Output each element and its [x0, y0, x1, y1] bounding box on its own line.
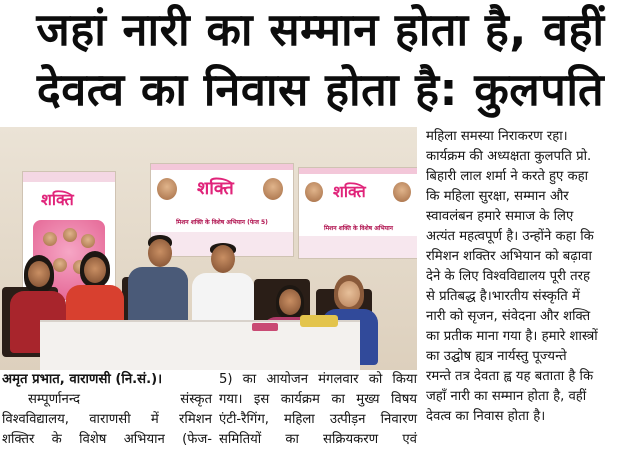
article-col3-line: रमिशन शक्तिर अभियान को बढ़ावा	[426, 249, 592, 264]
headline-line-1: जहां नारी का सम्मान होता है, वहीं	[36, 3, 605, 56]
article-col2-line: एंटी-रैगिंग, महिला उत्पीड़न निवारण	[219, 412, 417, 427]
article-col3-line: से प्रतिबद्ध है।भारतीय संस्कृति में	[426, 289, 580, 304]
article-byline: अमृत प्रभात, वाराणसी (नि.सं.)।	[2, 372, 163, 387]
event-photo	[0, 127, 417, 370]
article-col3-line: बिहारी लाल शर्मा ने करते हुए कहा	[426, 169, 589, 184]
article-col1-line: विश्वविद्यालय, वाराणसी में रमिशन	[2, 412, 212, 427]
poster-left-title: शक्ति	[41, 190, 74, 209]
article-col2-line: गया। इस कार्यक्रम का मुख्य विषय	[219, 392, 417, 407]
article-col3-line: जहाँ नारी का सम्मान होता है, वहीं	[426, 389, 587, 404]
article-col3-line: का प्रतीक माना गया है। हमारे शास्त्रों	[426, 329, 598, 344]
article-col3-line: नारी को सृजन, संवेदना और शक्ति	[426, 309, 591, 324]
article-col1-line: शक्तिर के विशेष अभियान (फेज-	[2, 432, 212, 447]
article-col3-line: का उद्घोष ह्यत्र नार्यस्तु पूज्यन्ते	[426, 349, 567, 364]
article-column-1	[2, 370, 212, 450]
article-col3-line: कार्यक्रम की अध्यक्षता कुलपति प्रो.	[426, 149, 592, 164]
article-col3-line: देने के लिए विश्वविद्यालय पूरी तरह	[426, 269, 591, 284]
article-col3-line: देवत्व का निवास होता है।	[426, 409, 546, 424]
banner-center-title: शक्ति	[197, 178, 234, 199]
article-col3-line: स्वावलंबन हमारे समाज के लिए	[426, 209, 574, 224]
article-col3-line: महिला समस्या निराकरण रहा।	[426, 129, 568, 144]
article-col3-line: कि महिला सुरक्षा, सम्मान और	[426, 189, 569, 204]
article-col2-line: समितियों का सक्रियकरण एवं	[219, 432, 417, 447]
banner-center-subtitle: मिशन शक्ति के विशेष अभियान (फेज 5)	[176, 219, 268, 226]
headline-line-2: देवत्व का निवास होता है: कुलपति	[36, 63, 605, 116]
banner-right-subtitle: मिशन शक्ति के विशेष अभियान	[324, 225, 393, 232]
banner-right-title: शक्ति	[333, 182, 366, 201]
article-column-3	[426, 127, 638, 427]
table-cloth	[40, 320, 360, 370]
article-col1-line: सम्पूर्णानन्द संस्कृत	[28, 392, 212, 407]
article-col3-line: अत्यंत महत्वपूर्ण है। उन्होंने कहा कि	[426, 229, 594, 244]
banner-right	[298, 167, 417, 259]
article-col2-line: 5) का आयोजन मंगलवार को किया	[219, 372, 417, 387]
article-col3-line: रमन्ते तत्र देवता ह्व यह बताता है कि	[426, 369, 594, 384]
article-column-2	[219, 370, 417, 450]
